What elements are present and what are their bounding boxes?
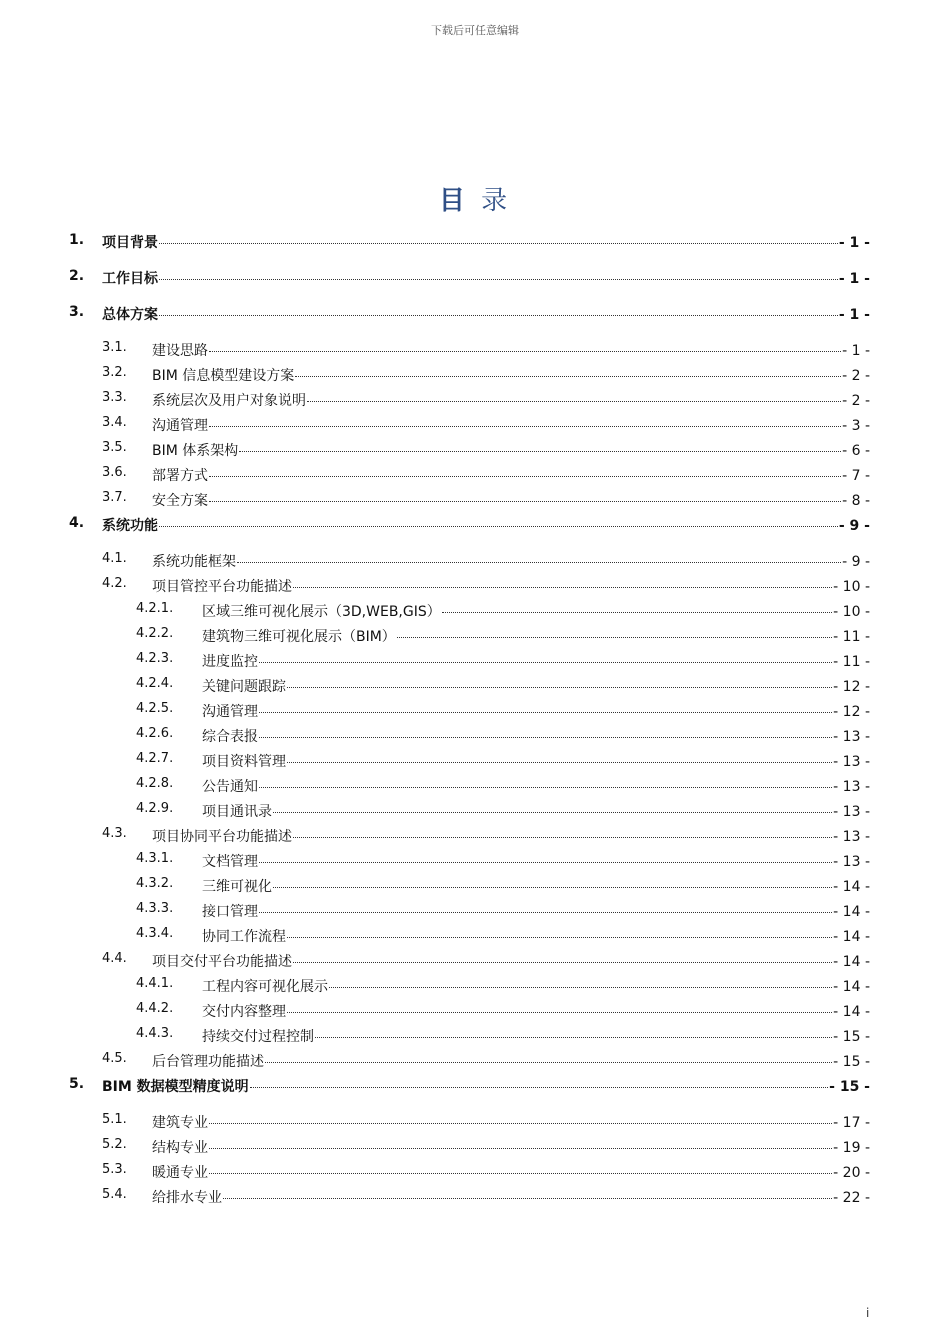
- toc-leader-dots: [209, 501, 841, 502]
- toc-entry-label[interactable]: 系统功能框架: [152, 554, 236, 570]
- toc-entry[interactable]: [0, 1001, 870, 1021]
- toc-entry-number: 4.2.1.: [136, 601, 174, 616]
- toc-entry-number: 3.2.: [102, 365, 127, 380]
- toc-entry-number: 4.4.: [102, 951, 127, 966]
- toc-entry-number: 4.4.3.: [136, 1026, 174, 1041]
- toc-entry-label[interactable]: 后台管理功能描述: [152, 1054, 264, 1070]
- toc-entry-number: 2.: [69, 268, 85, 284]
- toc-entry[interactable]: [0, 651, 870, 671]
- toc-entry-page: - 19 -: [833, 1140, 870, 1156]
- toc-entry-label[interactable]: 持续交付过程控制: [202, 1029, 314, 1045]
- toc-entry[interactable]: [0, 926, 870, 946]
- toc-entry-number: 4.2.5.: [136, 701, 174, 716]
- toc-leader-dots: [397, 637, 832, 638]
- toc-entry[interactable]: [0, 776, 870, 796]
- toc-entry-page: - 6 -: [842, 443, 870, 459]
- toc-entry-label[interactable]: 综合表报: [202, 729, 258, 745]
- toc-entry[interactable]: [0, 232, 870, 252]
- toc-entry-page: - 8 -: [842, 493, 870, 509]
- toc-entry-label[interactable]: 安全方案: [152, 493, 208, 509]
- toc-entry-number: 4.5.: [102, 1051, 127, 1066]
- toc-entry[interactable]: [0, 340, 870, 360]
- toc-entry-number: 5.: [69, 1076, 85, 1092]
- toc-entry-number: 4.2.2.: [136, 626, 174, 641]
- toc-entry-label[interactable]: 项目通讯录: [202, 804, 272, 820]
- toc-leader-dots: [259, 737, 832, 738]
- toc-entry-page: - 13 -: [833, 804, 870, 820]
- toc-entry[interactable]: [0, 1076, 870, 1096]
- page-number: i: [866, 1306, 870, 1320]
- toc-leader-dots: [259, 862, 832, 863]
- toc-entry[interactable]: [0, 1162, 870, 1182]
- toc-leader-dots: [287, 762, 832, 763]
- toc-entry-page: - 14 -: [833, 979, 870, 995]
- page-header: 下载后可任意编辑: [431, 24, 519, 37]
- toc-entry-page: - 14 -: [833, 904, 870, 920]
- toc-entry-page: - 9 -: [842, 554, 870, 570]
- toc-entry-page: - 14 -: [833, 879, 870, 895]
- toc-entry-label[interactable]: 关键问题跟踪: [202, 679, 286, 695]
- toc-entry-label[interactable]: 建筑专业: [152, 1115, 208, 1131]
- toc-entry-page: - 13 -: [833, 779, 870, 795]
- toc-entry-number: 5.3.: [102, 1162, 127, 1177]
- toc-entry[interactable]: [0, 490, 870, 510]
- toc-entry-number: 5.4.: [102, 1187, 127, 1202]
- toc-entry-number: 4.1.: [102, 551, 127, 566]
- toc-entry-page: - 1 -: [838, 307, 870, 323]
- toc-leader-dots: [293, 837, 832, 838]
- toc-entry[interactable]: [0, 304, 870, 324]
- toc-entry-number: 4.4.2.: [136, 1001, 174, 1016]
- toc-entry-label[interactable]: 建设思路: [152, 343, 208, 359]
- toc-entry-number: 4.2.: [102, 576, 127, 591]
- toc-leader-dots: [293, 962, 832, 963]
- toc-entry-number: 4.4.1.: [136, 976, 174, 991]
- toc-entry-page: - 1 -: [838, 271, 870, 287]
- toc-entry-label[interactable]: 系统功能: [102, 518, 158, 534]
- toc-leader-dots: [159, 315, 838, 316]
- toc-entry-label[interactable]: BIM 数据模型精度说明: [102, 1079, 249, 1095]
- toc-leader-dots: [287, 937, 832, 938]
- toc-entry-page: - 14 -: [833, 954, 870, 970]
- toc-entry-label[interactable]: 协同工作流程: [202, 929, 286, 945]
- toc-leader-dots: [442, 612, 832, 613]
- toc-entry[interactable]: [0, 576, 870, 596]
- toc-leader-dots: [209, 1173, 832, 1174]
- toc-entry[interactable]: [0, 826, 870, 846]
- toc-entry-page: - 10 -: [833, 604, 870, 620]
- toc-entry[interactable]: [0, 268, 870, 288]
- toc-entry[interactable]: [0, 1026, 870, 1046]
- toc-entry-page: - 1 -: [842, 343, 870, 359]
- toc-entry-page: - 15 -: [833, 1054, 870, 1070]
- toc-entry-label[interactable]: 部署方式: [152, 468, 208, 484]
- toc-leader-dots: [209, 1123, 832, 1124]
- toc-entry-label[interactable]: 项目管控平台功能描述: [152, 579, 292, 595]
- toc-entry-number: 4.2.7.: [136, 751, 174, 766]
- toc-entry[interactable]: [0, 1112, 870, 1132]
- toc-leader-dots: [223, 1198, 832, 1199]
- toc-entry-label[interactable]: 系统层次及用户对象说明: [152, 393, 306, 409]
- toc-leader-dots: [250, 1087, 828, 1088]
- toc-entry-page: - 12 -: [833, 679, 870, 695]
- toc-entry-number: 1.: [69, 232, 85, 248]
- toc-entry-number: 4.2.4.: [136, 676, 174, 691]
- toc-entry-number: 3.1.: [102, 340, 127, 355]
- toc-entry-page: - 17 -: [833, 1115, 870, 1131]
- toc-entry[interactable]: [0, 801, 870, 821]
- toc-entry-page: - 10 -: [833, 579, 870, 595]
- toc-leader-dots: [293, 587, 832, 588]
- toc-entry-page: - 22 -: [833, 1190, 870, 1206]
- toc-entry-number: 4.2.3.: [136, 651, 174, 666]
- toc-leader-dots: [329, 987, 832, 988]
- toc-entry-number: 5.2.: [102, 1137, 127, 1152]
- toc-title-char-2: 录: [481, 186, 512, 216]
- toc-leader-dots: [159, 526, 838, 527]
- toc-entry-number: 4.3.: [102, 826, 127, 841]
- toc-entry-page: - 9 -: [838, 518, 870, 534]
- toc-entry-label[interactable]: 暖通专业: [152, 1165, 208, 1181]
- toc-entry-number: 3.6.: [102, 465, 127, 480]
- toc-leader-dots: [259, 787, 832, 788]
- toc-entry[interactable]: [0, 440, 870, 460]
- toc-entry[interactable]: [0, 726, 870, 746]
- toc-entry[interactable]: [0, 951, 870, 971]
- toc-entry-label[interactable]: 区域三维可视化展示（3D,WEB,GIS）: [202, 604, 441, 620]
- toc-entry-label[interactable]: 工作目标: [102, 271, 158, 287]
- toc-entry-page: - 14 -: [833, 929, 870, 945]
- toc-entry-number: 3.4.: [102, 415, 127, 430]
- toc-leader-dots: [209, 351, 841, 352]
- toc-entry-label[interactable]: BIM 信息模型建设方案: [152, 368, 295, 384]
- toc-leader-dots: [287, 687, 832, 688]
- toc-entry-number: 4.: [69, 515, 85, 531]
- toc-entry-page: - 13 -: [833, 754, 870, 770]
- toc-leader-dots: [259, 912, 832, 913]
- toc-leader-dots: [209, 476, 841, 477]
- toc-entry[interactable]: [0, 976, 870, 996]
- toc-leader-dots: [273, 812, 832, 813]
- toc-leader-dots: [237, 562, 841, 563]
- toc-entry-label[interactable]: 结构专业: [152, 1140, 208, 1156]
- toc-entry-label[interactable]: 项目资料管理: [202, 754, 286, 770]
- toc-entry-page: - 15 -: [833, 1029, 870, 1045]
- toc-entry-number: 3.: [69, 304, 85, 320]
- toc-entry-number: 3.5.: [102, 440, 127, 455]
- toc-entry-page: - 11 -: [833, 629, 870, 645]
- toc-entry-number: 4.3.3.: [136, 901, 174, 916]
- toc-entry-page: - 1 -: [838, 235, 870, 251]
- toc-entry[interactable]: [0, 465, 870, 485]
- toc-leader-dots: [315, 1037, 832, 1038]
- toc-entry-label[interactable]: 公告通知: [202, 779, 258, 795]
- toc-entry-page: - 3 -: [842, 418, 870, 434]
- toc-entry-page: - 13 -: [833, 854, 870, 870]
- toc-entry-label[interactable]: 进度监控: [202, 654, 258, 670]
- toc-entry-label[interactable]: 建筑物三维可视化展示（BIM）: [202, 629, 396, 645]
- toc-entry-page: - 7 -: [842, 468, 870, 484]
- toc-entry[interactable]: [0, 851, 870, 871]
- toc-entry[interactable]: [0, 901, 870, 921]
- toc-entry-label[interactable]: 工程内容可视化展示: [202, 979, 328, 995]
- toc-leader-dots: [273, 887, 832, 888]
- toc-entry-number: 4.3.1.: [136, 851, 174, 866]
- toc-entry[interactable]: [0, 1051, 870, 1071]
- toc-entry-label[interactable]: 文档管理: [202, 854, 258, 870]
- toc-entry-number: 4.2.6.: [136, 726, 174, 741]
- toc-entry-page: - 15 -: [829, 1079, 870, 1095]
- toc-entry-number: 4.2.8.: [136, 776, 174, 791]
- toc-entry[interactable]: [0, 1187, 870, 1207]
- toc-entry-label[interactable]: 交付内容整理: [202, 1004, 286, 1020]
- toc-leader-dots: [307, 401, 841, 402]
- toc-entry[interactable]: [0, 415, 870, 435]
- toc-leader-dots: [239, 451, 841, 452]
- toc-entry-label[interactable]: 三维可视化: [202, 879, 272, 895]
- toc-entry-number: 3.3.: [102, 390, 127, 405]
- toc-entry[interactable]: [0, 751, 870, 771]
- toc-entry-number: 4.3.2.: [136, 876, 174, 891]
- toc-entry[interactable]: [0, 515, 870, 535]
- toc-entry-label[interactable]: 沟通管理: [202, 704, 258, 720]
- toc-entry[interactable]: [0, 365, 870, 385]
- toc-leader-dots: [259, 712, 832, 713]
- toc-leader-dots: [265, 1062, 832, 1063]
- toc-leader-dots: [259, 662, 832, 663]
- toc-entry[interactable]: [0, 1137, 870, 1157]
- toc-entry[interactable]: [0, 701, 870, 721]
- toc-entry-page: - 14 -: [833, 1004, 870, 1020]
- toc-title-char-1: 目: [438, 186, 469, 216]
- toc-entry[interactable]: [0, 676, 870, 696]
- toc-entry-page: - 13 -: [833, 829, 870, 845]
- toc-entry-number: 5.1.: [102, 1112, 127, 1127]
- toc-entry[interactable]: [0, 390, 870, 410]
- toc-entry-label[interactable]: 项目协同平台功能描述: [152, 829, 292, 845]
- toc-entry-page: - 13 -: [833, 729, 870, 745]
- toc-entry-label[interactable]: 总体方案: [102, 307, 158, 323]
- toc-entry-label[interactable]: 项目交付平台功能描述: [152, 954, 292, 970]
- toc-entry-page: - 11 -: [833, 654, 870, 670]
- toc-entry[interactable]: [0, 551, 870, 571]
- toc-entry-number: 4.3.4.: [136, 926, 174, 941]
- toc-leader-dots: [159, 243, 838, 244]
- toc-entry[interactable]: [0, 626, 870, 646]
- toc-entry-label[interactable]: 项目背景: [102, 235, 158, 251]
- toc-leader-dots: [209, 426, 841, 427]
- toc-entry-number: 3.7.: [102, 490, 127, 505]
- toc-entry-label[interactable]: 沟通管理: [152, 418, 208, 434]
- toc-entry-label[interactable]: 给排水专业: [152, 1190, 222, 1206]
- toc-entry[interactable]: [0, 876, 870, 896]
- toc-entry-page: - 20 -: [833, 1165, 870, 1181]
- toc-leader-dots: [295, 376, 841, 377]
- toc-leader-dots: [209, 1148, 832, 1149]
- toc-entry[interactable]: [0, 601, 870, 621]
- toc-entry-page: - 2 -: [842, 368, 870, 384]
- toc-leader-dots: [159, 279, 838, 280]
- toc-entry-label[interactable]: BIM 体系架构: [152, 443, 239, 459]
- toc-entry-page: - 12 -: [833, 704, 870, 720]
- toc-entry-label[interactable]: 接口管理: [202, 904, 258, 920]
- toc-leader-dots: [287, 1012, 832, 1013]
- toc-entry-number: 4.2.9.: [136, 801, 174, 816]
- toc-entry-page: - 2 -: [842, 393, 870, 409]
